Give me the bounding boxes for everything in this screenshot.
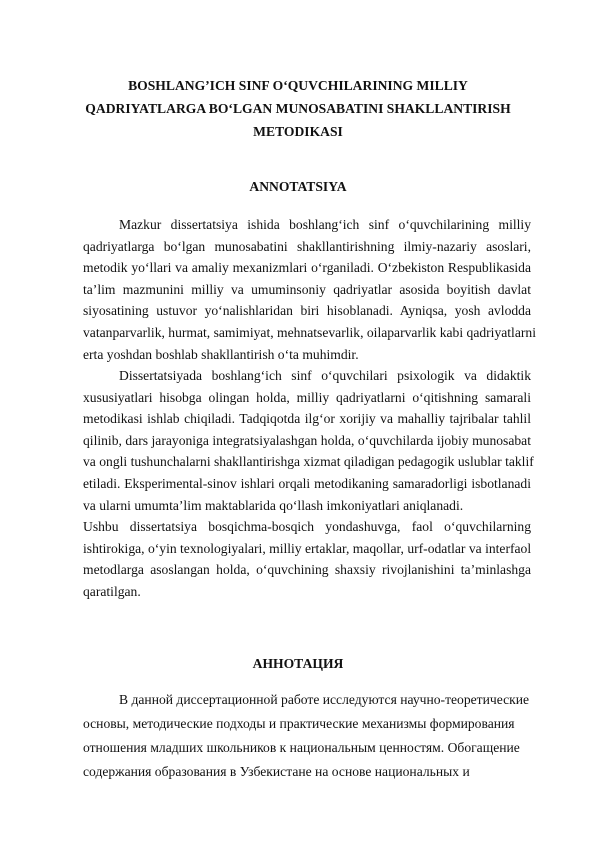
ru-paragraph-1 bbox=[83, 688, 531, 784]
text-line: erta yoshdan boshlab shakllantirish o‘ta muhimdir. bbox=[83, 346, 359, 362]
text-line: Mazkur dissertatsiya ishida boshlang‘ich sinf o‘quvchilarining milliy bbox=[119, 217, 531, 232]
text-line: содержания образования в Узбекистане на основе национальных и bbox=[83, 764, 470, 779]
text-line: vatanparvarlik, hurmat, samimiyat, mehnatsevarlik, oilaparvarlik kabi qadriyatlarni bbox=[83, 324, 536, 340]
text-line: ta’lim mazmunini milliy va umuminsoniy qadriyatlar asosida boyitish davlat bbox=[83, 281, 531, 297]
text-line: xususiyatlari hisobga olingan holda, milliy qadriyatlarni o‘qitishning samarali bbox=[83, 389, 531, 405]
text-line: metodlarga asoslangan holda, o‘quvchining shaxsiy rivojlanishini ta’minlashga bbox=[83, 562, 531, 578]
text-line: основы, методические подходы и практические механизмы формирования bbox=[83, 716, 515, 731]
uz-paragraph-3 bbox=[83, 516, 531, 602]
text-line: qadriyatlarga bo‘lgan munosabatini shakllantirishning ilmiy-nazariy asoslari, bbox=[83, 238, 531, 254]
text-line: siyosatining ustuvor yo‘nalishlaridan biri hisoblanadi. Ayniqsa, yosh avlodda bbox=[83, 303, 531, 319]
text-line: qilinib, dars jarayoniga integratsiyalashgan holda, o‘quvchilarda ijobiy munosabat bbox=[83, 432, 531, 448]
text-line: metodikasi ishlab chiqiladi. Tadqiqotda ilg‘or xorijiy va mahalliy tajribalar tahlil bbox=[83, 411, 531, 427]
title-line: METODIKASI bbox=[253, 124, 343, 139]
text-line: etiladi. Eksperimental-sinov ishlari orqali metodikaning samaradorligi isbotlanadi bbox=[83, 475, 531, 491]
text-line: metodik yo‘llari va amaliy mexanizmlari o‘rganiladi. O‘zbekiston Respublikasida bbox=[83, 260, 531, 276]
text-line: Ushbu dissertatsiya bosqichma-bosqich yondashuvga, faol o‘quvchilarning bbox=[83, 519, 531, 534]
text-line: qaratilgan. bbox=[83, 583, 141, 599]
text-line: Dissertatsiyada boshlang‘ich sinf o‘quvchilari psixologik va didaktik bbox=[119, 368, 531, 383]
title-line: QADRIYATLARGA BO‘LGAN MUNOSABATINI SHAKLLANTIRISH bbox=[85, 101, 511, 116]
text-line: va ongli tushunchalarni shakllantirishga xizmat qiladigan pedagogik uslublar taklif bbox=[83, 454, 534, 470]
uz-paragraph-2 bbox=[83, 365, 534, 516]
text-line: va ularni umumta’lim maktablarida qo‘llash imkoniyatlari aniqlanadi. bbox=[83, 497, 464, 513]
annotation-heading: ANNOTATSIYA bbox=[249, 179, 347, 194]
title-line: BOSHLANG’ICH SINF O‘QUVCHILARINING MILLIY bbox=[128, 78, 468, 93]
text-line: отношения младших школьников к национальным ценностям. Обогащение bbox=[83, 740, 520, 755]
text-line: В данной диссертационной работе исследуются научно-теоретические bbox=[119, 692, 530, 707]
document-title bbox=[60, 74, 536, 143]
ru-annotation-heading: АННОТАЦИЯ bbox=[252, 656, 344, 671]
text-line: ishtirokiga, o‘yin texnologiyalari, milliy ertaklar, maqollar, urf-odatlar va interfaol bbox=[83, 540, 532, 556]
uz-paragraph-1 bbox=[83, 214, 536, 365]
